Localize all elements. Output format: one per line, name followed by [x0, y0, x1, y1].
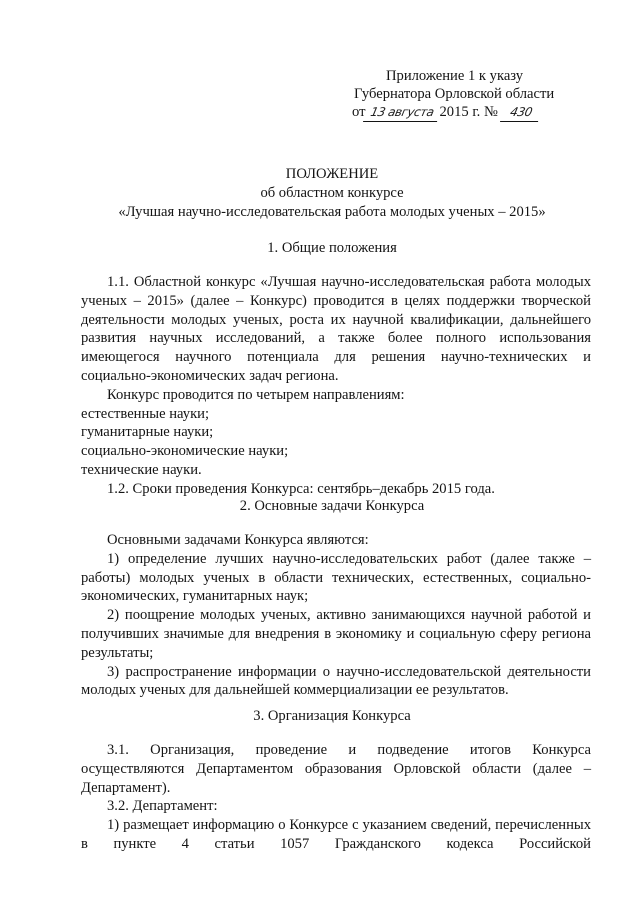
paragraph-3-1: 3.1. Организация, проведение и подведение итогов Конкурса осуществляются Департаментом образования Орловской области (далее – Департамент).	[81, 742, 591, 796]
section-3-body	[81, 741, 591, 854]
section-2-body	[81, 531, 591, 700]
appendix-header	[348, 67, 588, 122]
title-line-3: «Лучшая научно-исследовательская работа молодых ученых – 2015»	[118, 204, 546, 220]
direction-item: естественные науки;	[81, 405, 210, 422]
section-3-heading: 3. Организация Конкурса	[253, 708, 411, 724]
direction-item: социально-экономические науки;	[81, 443, 289, 460]
date-suffix: 2015 г. №	[439, 104, 498, 120]
direction-item: технические науки.	[81, 461, 202, 478]
section-1-heading: 1. Общие положения	[267, 240, 397, 256]
paragraph-1-2: 1.2. Сроки проведения Конкурса: сентябрь–декабрь 2015 года.	[107, 480, 495, 497]
paragraph-directions-intro: Конкурс проводится по четырем направлениям:	[107, 386, 405, 403]
appendix-line-2: Губернатора Орловской области	[354, 86, 555, 102]
date-prefix: от	[352, 104, 366, 120]
paragraph-3-2: 3.2. Департамент:	[107, 798, 218, 815]
paragraph-1-1: 1.1. Областной конкурс «Лучшая научно-исследовательская работа молодых ученых – 2015» (далее – Конкурс) проводится в целях поддержки творческой деятельности молодых ученых, роста их научной квалификации, дальнейшего развития научных исследований, а также более полного использования имеющегося научного потенциала для решения научно-технических и социально-экономических задач региона.	[81, 274, 591, 384]
paragraph-3-2-item-1: 1) размещает информацию о Конкурсе с указанием сведений, перечисленных в пункте 4 статьи 1057 Гражданского кодекса Российской	[81, 817, 591, 852]
appendix-line-1: Приложение 1 к указу	[386, 68, 524, 84]
appendix-date-line	[348, 103, 588, 122]
title-line-1: ПОЛОЖЕНИЕ	[285, 166, 379, 182]
direction-item: гуманитарные науки;	[81, 424, 214, 441]
tasks-intro: Основными задачами Конкурса являются:	[107, 532, 369, 548]
section-1-body	[81, 273, 591, 499]
handwritten-date: 13 августа	[363, 103, 441, 122]
title-line-2: об областном конкурсе	[260, 185, 404, 201]
section-2-heading: 2. Основные задачи Конкурса	[239, 498, 425, 514]
task-item-3: 3) распространение информации о научно-исследовательской деятельности молодых ученых для дальнейшей коммерциализации ее результатов.	[81, 663, 591, 699]
task-item-1: 1) определение лучших научно-исследовательских работ (далее также – работы) молодых ученых в области технических, естественных, социально-экономических, гуманитарных наук;	[81, 550, 591, 605]
handwritten-number: 430	[500, 103, 542, 122]
task-item-2: 2) поощрение молодых ученых, активно занимающихся научной работой и получивших значимые для внедрения в экономику и социальную сферу региона результаты;	[81, 607, 591, 661]
document-title	[60, 165, 604, 222]
